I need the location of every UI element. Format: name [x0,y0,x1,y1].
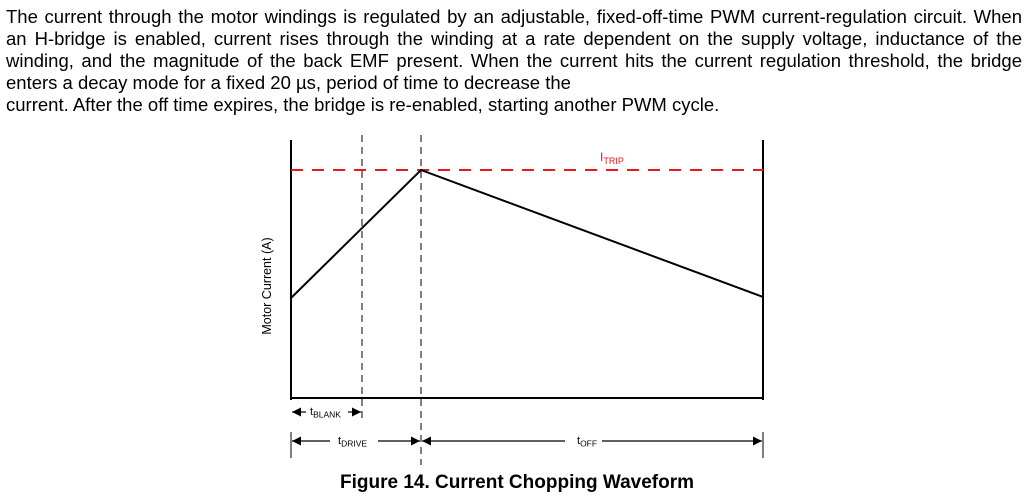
trip-label-main: I [600,150,604,164]
t-off-label [577,435,597,449]
t-drive-label-sub: DRIVE [341,438,368,449]
t-off-label-main: t [577,435,581,447]
t-drive-label [338,435,367,449]
paragraph-line-1: The current through the motor windings is regulated by an adjustable, fixed-off-time PWM current-regulation [6,6,907,27]
paragraph-last-line: current. After the off time expires, the bridge is re-enabled, starting another PWM cycle. [6,94,720,115]
t-blank-label-sub: BLANK [313,409,341,420]
paragraph-line-4: current regulation threshold, the bridge enters a decay mode for a fixed 20 µs, period of time to decrease the [6,50,1023,93]
paragraph-line-2: circuit. When an H-bridge is enabled, current rises through the winding at a rate dependent on the supply [6,6,1023,49]
figure-caption: Figure 14. Current Chopping Waveform [340,472,694,493]
t-drive-label-main: t [338,435,342,447]
trip-label-sub: TRIP [603,156,624,166]
paragraph-line-3: voltage, inductance of the winding, and the magnitude of the back EMF present. When the current hits the [6,28,1022,71]
t-off-label-sub: OFF [580,438,598,449]
trip-label [600,150,624,166]
t-blank-label-main: t [310,406,314,418]
t-blank-label [310,406,341,420]
y-axis-label: Motor Current (A) [260,237,274,335]
